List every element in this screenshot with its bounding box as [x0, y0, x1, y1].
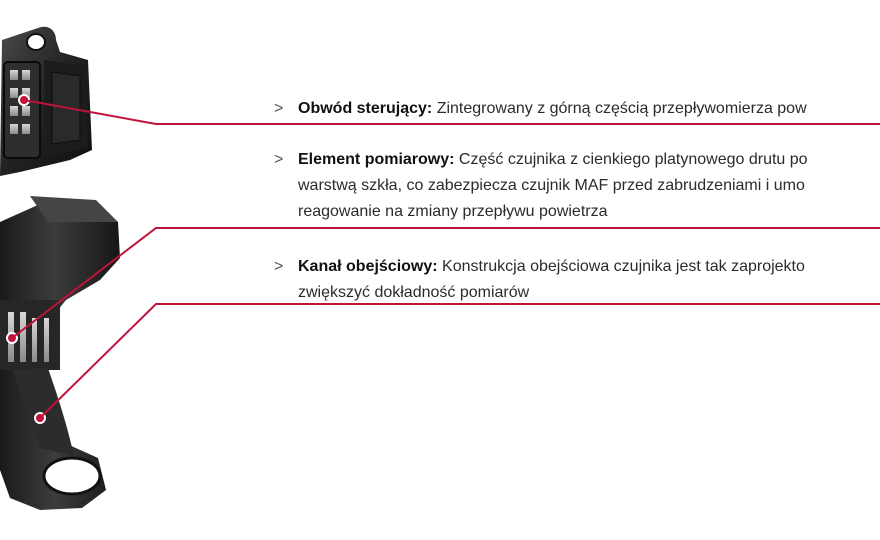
- feature-item-bypass-channel: [274, 254, 880, 306]
- chevron-right-icon: >: [274, 258, 284, 275]
- chevron-right-icon: >: [274, 151, 284, 168]
- feature-description: Część czujnika z cienkiego platynowego drutu po: [454, 151, 808, 168]
- sensor-body-image: [0, 196, 120, 510]
- feature-description-line: zwiększyć dokładność pomiarów: [298, 284, 530, 301]
- feature-item-measuring-element: [274, 147, 880, 225]
- chevron-right-icon: >: [274, 100, 284, 117]
- feature-term: Obwód sterujący:: [298, 100, 433, 117]
- connector-top-image: [0, 27, 92, 176]
- feature-description-line: reagowanie na zmiany przepływu powietrza: [298, 203, 608, 220]
- feature-item-control-circuit: [274, 96, 880, 122]
- feature-description: Konstrukcja obejściowa czujnika jest tak zaprojekto: [437, 258, 805, 275]
- callout-line-3: [40, 304, 880, 418]
- feature-term: Kanał obejściowy:: [298, 258, 438, 275]
- feature-term: Element pomiarowy:: [298, 151, 455, 168]
- feature-description-line: warstwą szkła, co zabezpiecza czujnik MAF przed zabrudzeniami i umo: [298, 177, 805, 194]
- feature-description: Zintegrowany z górną częścią przepływomierza pow: [432, 100, 807, 117]
